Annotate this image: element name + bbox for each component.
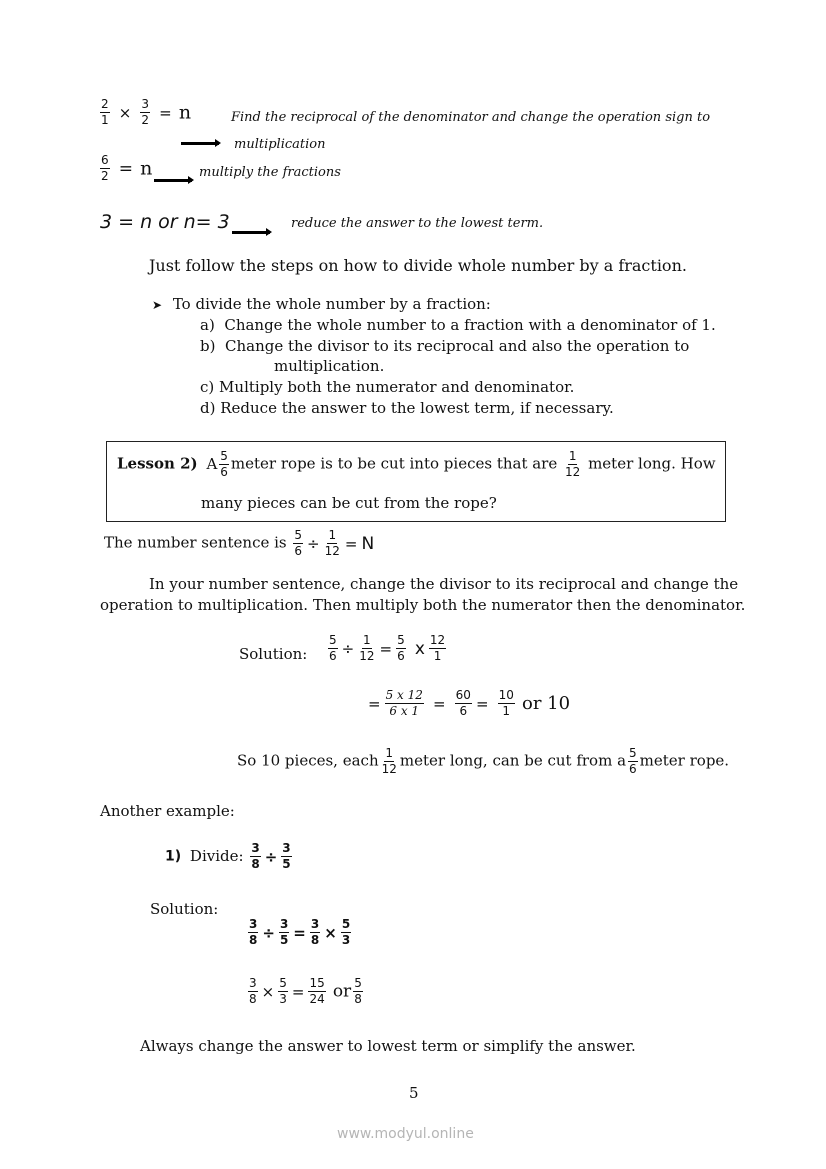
- explanation-line2: operation to multiplication. Then multiply both the numerator then the denominator.: [100, 596, 746, 614]
- arrow-right-icon: [232, 222, 270, 241]
- or-word: or: [332, 981, 352, 1002]
- fraction: $\frac{3}{5}$: [279, 917, 289, 947]
- closing-note: Always change the answer to lowest term or simplify the answer.: [140, 1037, 636, 1055]
- fraction: $\frac{3}{2}$: [141, 97, 150, 127]
- solution1-row1: [326, 634, 448, 663]
- fraction: $\frac{5}{6}$: [220, 449, 228, 479]
- unknown-variable: N: [361, 533, 375, 554]
- item-marker: 1): [165, 848, 182, 865]
- procedure-item: a) Change the whole number to a fraction with a denominator of 1.: [200, 316, 716, 334]
- fraction: $\frac{5}{6}$: [629, 746, 637, 776]
- fraction: $\frac{12}{1}$: [429, 633, 446, 663]
- step1-expression: [98, 98, 191, 127]
- times-sign: x: [414, 638, 425, 659]
- fraction: $\frac{15}{24}$: [309, 976, 325, 1006]
- equals-sign: =: [379, 639, 393, 658]
- fraction: $\frac{3}{8}$: [251, 841, 260, 871]
- divide-sign: ÷: [307, 534, 320, 553]
- times-sign: ×: [324, 923, 337, 942]
- solution-label: Solution:: [150, 900, 219, 918]
- fraction: $\frac{1}{12}$: [359, 633, 375, 663]
- explanation-line1: In your number sentence, change the divisor to its reciprocal and change the: [149, 575, 739, 593]
- equals-sign: =: [344, 534, 358, 553]
- procedure-item: d) Reduce the answer to the lowest term, if necessary.: [200, 399, 614, 417]
- equals-sign: =: [368, 694, 381, 713]
- equals-sign: =: [118, 158, 133, 179]
- fraction: $\frac{10}{1}$: [498, 688, 514, 718]
- procedure-heading: ➤ To divide the whole number by a fraction:: [152, 295, 491, 313]
- arrow-right-icon: [181, 133, 219, 152]
- conclusion: So 10 pieces, each $\frac{1}{12}$ meter long, can be cut from a $\frac{5}{6}$ meter rope.: [237, 746, 730, 776]
- lesson-line2: many pieces can be cut from the rope?: [201, 494, 497, 512]
- fraction: $\frac{5}{3}$: [341, 917, 351, 947]
- example-problem: 1) Divide: $\frac{3}{8}$ ÷ $\frac{3}{5}$: [165, 841, 291, 871]
- equals-sign: =: [432, 694, 446, 713]
- fraction: $\frac{2}{1}$: [101, 97, 109, 127]
- equals-sign: =: [475, 694, 489, 713]
- variable: n: [178, 101, 192, 124]
- page-number: 5: [409, 1084, 419, 1102]
- example-solution-row2: [246, 977, 365, 1006]
- fraction: $\frac{3}{8}$: [249, 917, 258, 947]
- variable: n: [140, 157, 153, 180]
- number-sentence: The number sentence is $\frac{5}{6}$ ÷ $\frac{1}{12}$ = N: [104, 528, 375, 558]
- fraction: $\frac{5 x 12}{6 x 1}$: [385, 688, 423, 718]
- fraction: $\frac{1}{12}$: [324, 528, 340, 558]
- procedure-item: b) Change the divisor to its reciprocal and also the operation to: [200, 337, 690, 355]
- fraction: $\frac{5}{6}$: [329, 633, 337, 663]
- equals-sign: =: [159, 103, 172, 122]
- step2-expression: [98, 154, 152, 183]
- step1-note-continuation: multiplication: [234, 137, 326, 152]
- divide-sign: ÷: [262, 923, 275, 942]
- watermark: www.modyul.online: [337, 1126, 474, 1142]
- lesson-line1: Lesson 2) A $\frac{5}{6}$ meter rope is to be cut into pieces that are $\frac{1}{12}$ meter long. How: [117, 449, 716, 479]
- fraction: $\frac{5}{6}$: [294, 528, 303, 558]
- procedure-item: c) Multiply both the numerator and denominator.: [200, 378, 575, 396]
- times-sign: ×: [118, 103, 132, 122]
- divide-sign: ÷: [264, 847, 278, 866]
- solution1-row2: [366, 689, 570, 718]
- fraction: $\frac{3}{8}$: [310, 917, 320, 947]
- procedure-item-continuation: multiplication.: [274, 357, 385, 375]
- fraction: $\frac{5}{8}$: [354, 976, 362, 1006]
- fraction: $\frac{3}{5}$: [282, 841, 291, 871]
- fraction: $\frac{5}{3}$: [279, 976, 287, 1006]
- divide-sign: ÷: [341, 639, 355, 658]
- fraction: $\frac{6}{2}$: [101, 153, 109, 183]
- fraction: $\frac{3}{8}$: [249, 976, 257, 1006]
- step1-note: Find the reciprocal of the denominator and change the operation sign to: [231, 110, 711, 125]
- times-sign: ×: [261, 982, 275, 1001]
- step3-note: reduce the answer to the lowest term.: [291, 216, 544, 231]
- arrow-right-icon: [154, 170, 192, 189]
- arrow-bullet-icon: ➤: [152, 298, 163, 312]
- step2-note: multiply the fractions: [199, 165, 341, 180]
- intro-text: Just follow the steps on how to divide whole number by a fraction.: [149, 256, 687, 275]
- solution-label: Solution:: [239, 645, 308, 663]
- lesson-label: Lesson 2): [117, 454, 198, 473]
- fraction: $\frac{1}{12}$: [565, 449, 581, 479]
- equals-sign: =: [291, 982, 305, 1001]
- fraction: $\frac{1}{12}$: [381, 746, 397, 776]
- step3-expression: 3 = n or n= 3: [100, 211, 230, 233]
- example-solution-row1: [246, 918, 353, 947]
- fraction: $\frac{5}{6}$: [397, 633, 405, 663]
- final-answer: or 10: [521, 693, 571, 714]
- another-example-heading: Another example:: [100, 802, 235, 820]
- fraction: $\frac{60}{6}$: [455, 688, 471, 718]
- equals-sign: =: [293, 923, 306, 942]
